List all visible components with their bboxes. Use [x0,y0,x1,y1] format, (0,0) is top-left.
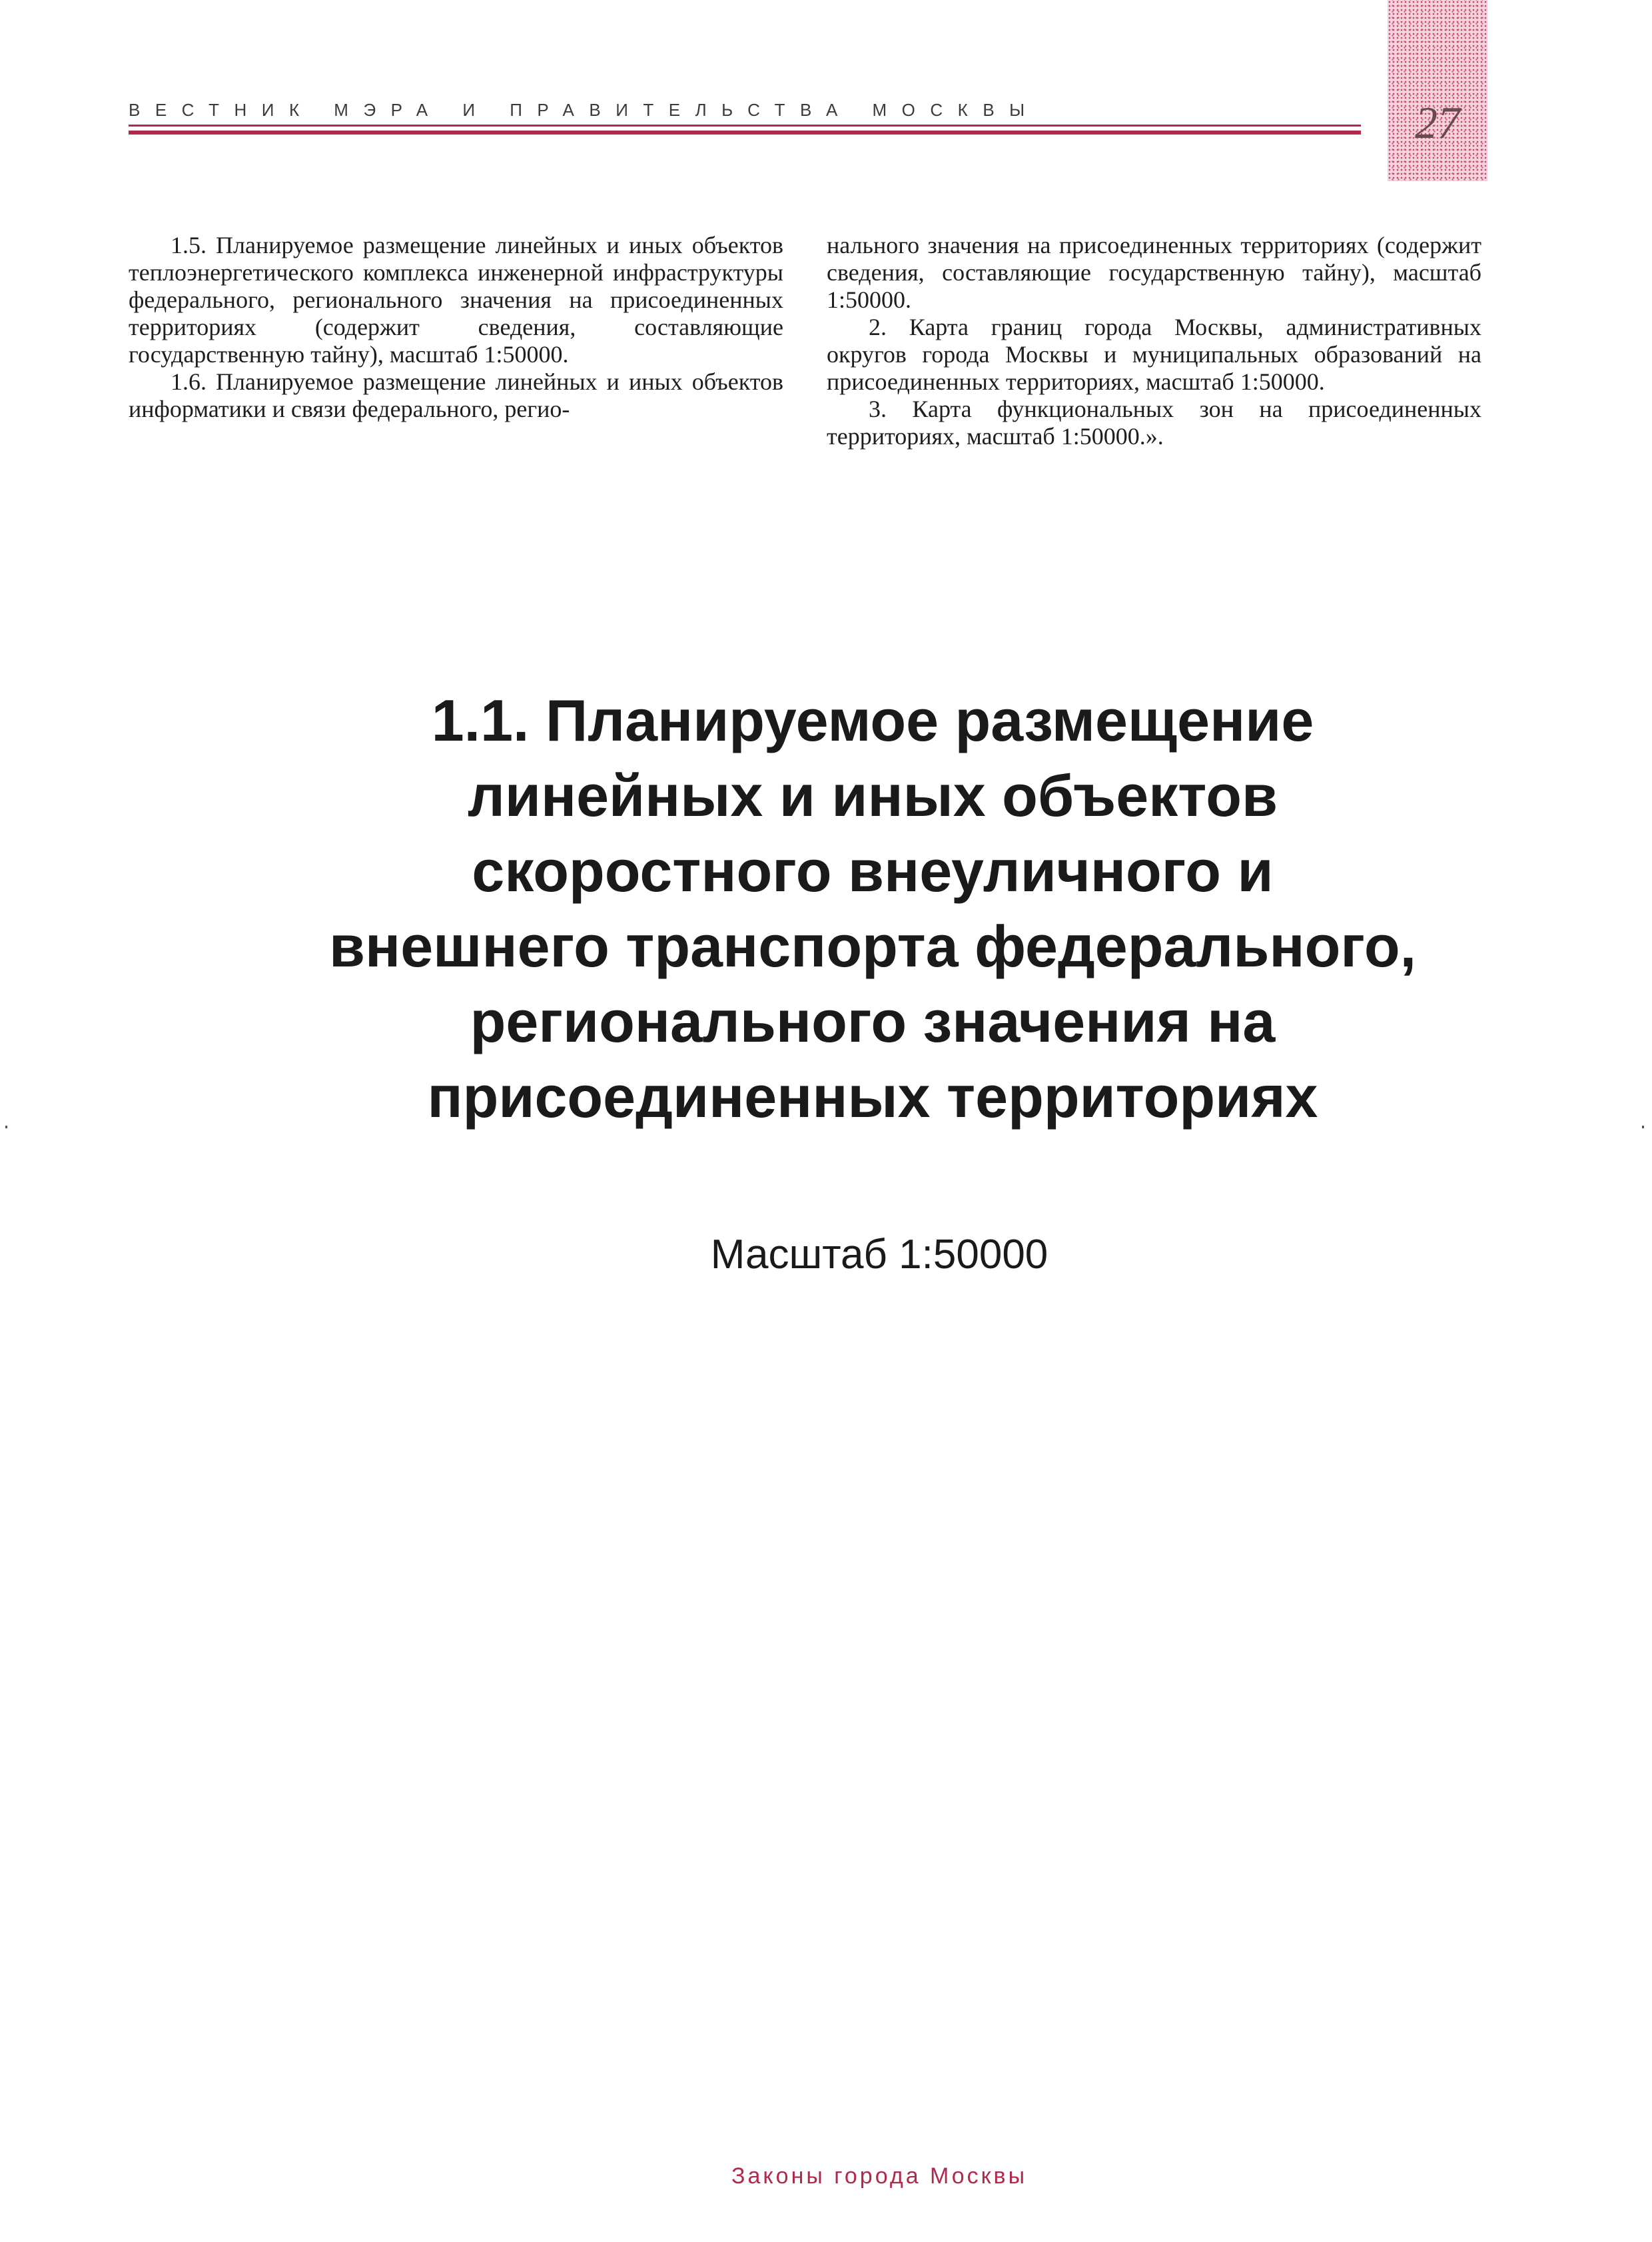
map-title-line: 1.1. Планируемое размещение [431,687,1314,753]
page-clip-mask [1481,679,1652,1186]
footer-section-title: Законы города Москвы [731,2163,1028,2189]
map-title-line: скоростного внеуличного и [472,838,1274,904]
page-number: 27 [1415,97,1460,148]
crop-mark-right [1642,1126,1644,1128]
map-title [220,683,1525,1134]
crop-mark-left [5,1126,7,1128]
map-title-line: внешнего транспорта федерального, [328,913,1417,979]
paragraph: 2. Карта границ города Москвы, административных округов города Москвы и муниципальных образований на присоединенных территориях, масштаб 1:50000. [827,314,1481,395]
text-column-left [129,232,783,423]
map-title-line: присоединенных территориях [427,1064,1318,1130]
paragraph: 1.6. Планируемое размещение линейных и иных объектов информатики и связи федерального, регио- [129,368,783,422]
paragraph: нального значения на присоединенных территориях (содержит сведения, составляющие государственную тайну), масштаб 1:50000. [827,232,1481,313]
page-number-block [1388,0,1487,181]
map-title-line: линейных и иных объектов [467,763,1278,829]
map-title-line: регионального значения на [470,988,1276,1054]
text-column-right [827,232,1481,450]
paragraph: 1.5. Планируемое размещение линейных и иных объектов теплоэнергетического комплекса инженерной инфраструктуры федерального, регионального значения на присоединенных территориях (содержит сведения, составляющие государственную тайну), масштаб 1:50000. [129,232,783,368]
header-rule-thin [129,125,1361,127]
paragraph: 3. Карта функциональных зон на присоединенных территориях, масштаб 1:50000.». [827,396,1481,450]
scale-label: Масштаб 1:50000 [710,1232,1048,1278]
header-rule-thick [129,131,1361,135]
journal-title: ВЕСТНИК МЭРА И ПРАВИТЕЛЬСТВА МОСКВЫ [129,100,1040,120]
